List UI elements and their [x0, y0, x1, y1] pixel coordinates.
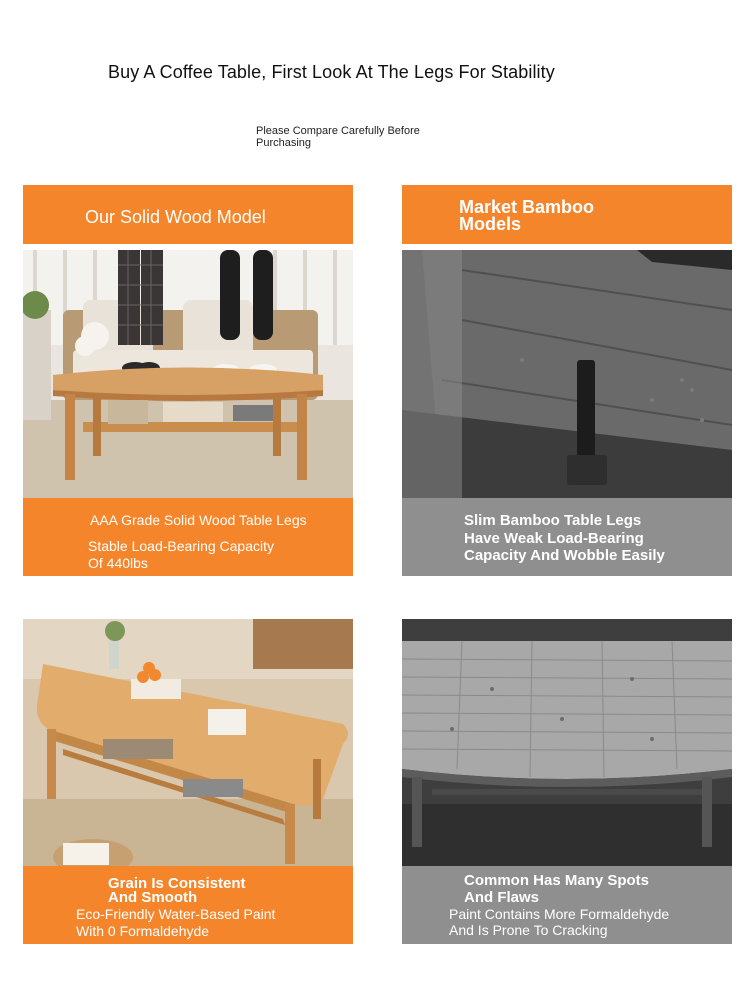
caption-line: With 0 Formaldehyde — [76, 923, 210, 939]
caption-line: And Smooth — [108, 889, 198, 906]
caption-line: And Is Prone To Cracking — [449, 922, 608, 938]
bamboo-legs-caption — [402, 498, 732, 576]
caption-line: Of 440lbs — [88, 555, 148, 571]
caption-line: Stable Load-Bearing Capacity — [88, 538, 275, 554]
caption-line: Have Weak Load-Bearing — [464, 530, 644, 547]
caption-line: Grain Is Consistent — [108, 875, 246, 892]
solid-wood-table-top-photo — [23, 619, 353, 867]
solid-wood-grain-caption — [23, 866, 353, 944]
solid-wood-table-illustration — [23, 250, 353, 498]
caption-line: AAA Grade Solid Wood Table Legs — [90, 512, 307, 528]
bamboo-table-leg-photo — [402, 250, 732, 498]
page-title: Buy A Coffee Table, First Look At The Legs For Stability — [108, 62, 555, 82]
solid-wood-top-illustration — [23, 619, 353, 867]
bamboo-table-top-photo — [402, 619, 732, 867]
caption-line: Eco-Friendly Water-Based Paint — [76, 906, 276, 922]
caption-line: And Flaws — [464, 889, 540, 906]
market-model-heading-line1: Market Bamboo — [459, 197, 595, 217]
caption-line: Common Has Many Spots — [464, 872, 650, 889]
market-model-heading — [459, 199, 594, 233]
our-model-heading: Our Solid Wood Model — [85, 207, 266, 227]
solid-wood-table-photo — [23, 250, 353, 498]
bamboo-table-leg-illustration — [402, 250, 732, 498]
page-subtitle: Please Compare Carefully Before Purchasing — [256, 125, 420, 149]
bamboo-flaws-caption — [402, 866, 732, 944]
caption-line: Capacity And Wobble Easily — [464, 547, 665, 564]
market-model-banner — [402, 185, 732, 244]
our-model-banner — [23, 185, 353, 244]
bamboo-top-illustration — [402, 619, 732, 867]
caption-line: Slim Bamboo Table Legs — [464, 512, 642, 529]
caption-line: Paint Contains More Formaldehyde — [449, 906, 670, 922]
market-model-heading-line2: Models — [459, 214, 522, 234]
solid-wood-legs-caption — [23, 498, 353, 576]
